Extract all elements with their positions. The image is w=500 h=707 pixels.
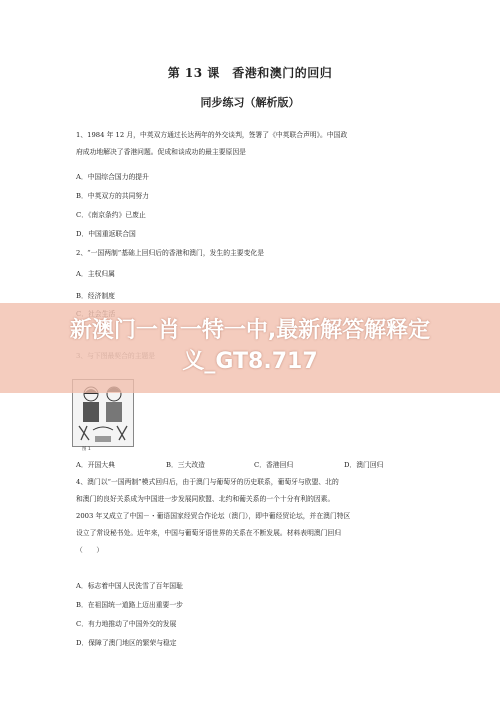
question-2-line: 2、“一国两制”基础上回归后的香港和澳门，发生的主要变化是 xyxy=(76,249,264,257)
question-1-option-b: B．中英双方的共同努力 xyxy=(76,192,149,200)
question-3-option-b: B．三大改造 xyxy=(166,461,205,469)
question-3-option-a: A．开国大典 xyxy=(76,461,115,469)
question-4-line: 4、澳门以“一国两制”模式回归后，由于澳门与葡萄牙的历史联系，葡萄牙与欧盟、北的 xyxy=(76,478,339,486)
question-4-option-c: C．有力地推动了中国外交的发展 xyxy=(76,620,177,628)
question-1-option-d: D．中国重返联合国 xyxy=(76,230,136,238)
question-1-line: 府成功地解决了香港问题。促成和谈成功的最主要原因是 xyxy=(76,148,246,156)
overlay-banner-text xyxy=(20,315,480,377)
question-4-line: 和澳门的良好关系成为中国进一步发展同欧盟、北约和葡关系的一个十分有利的因素。 xyxy=(76,495,335,503)
question-1 xyxy=(76,127,436,161)
question-2 xyxy=(76,245,436,262)
question-1-option-a: A．中国综合国力的提升 xyxy=(76,173,149,181)
question-4-line: 2003 年又成立了中国－・葡语国家经贸合作论坛（澳门），即中葡经贸论坛，并在澳门特区 xyxy=(76,512,351,520)
question-4-option-b: B．在祖国统一道路上迈出重要一步 xyxy=(76,601,183,609)
question-2-option-a: A．主权归属 xyxy=(76,270,115,278)
lesson-subtitle: 同步练习（解析版） xyxy=(200,96,300,109)
overlay-banner-line: 新澳门一肖一特一中,最新解答解释定 xyxy=(69,318,431,343)
overlay-banner-line: 义_GT8.717 xyxy=(182,349,318,374)
question-2-option-b: B．经济制度 xyxy=(76,292,115,300)
question-4-option-d: D．保障了澳门地区的繁荣与稳定 xyxy=(76,639,177,647)
question-4 xyxy=(76,474,436,559)
question-4-option-a: A．标志着中国人民洗雪了百年国耻 xyxy=(76,582,183,590)
question-1-option-c: C．《南京条约》已废止 xyxy=(76,211,146,219)
cartoon-caption: 图 1 xyxy=(82,447,91,452)
question-3-options xyxy=(76,459,456,469)
question-3-option-c: C．香港回归 xyxy=(254,461,294,469)
question-4-line: 设立了常设秘书处。近年来，中国与葡萄牙语世界的关系在不断发展。材料表明澳门回归 xyxy=(76,529,342,537)
question-1-line: 1、1984 年 12 月，中英双方通过长达两年的外交谈判，签署了《中英联合声明》。中国政 xyxy=(76,131,348,139)
lesson-title: 第 13 课 香港和澳门的回归 xyxy=(167,66,333,80)
question-3-option-d: D．澳门回归 xyxy=(344,461,384,469)
question-4-line: （ ） xyxy=(76,546,104,554)
